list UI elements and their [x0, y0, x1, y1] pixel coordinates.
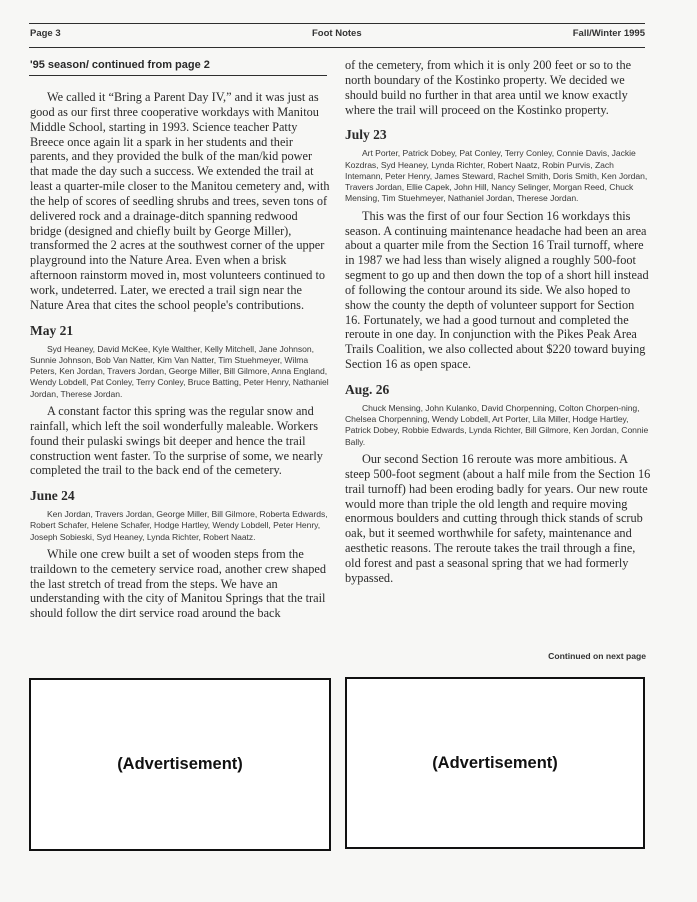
advertisement-box — [345, 677, 645, 849]
header-bottom-rule — [29, 47, 645, 48]
volunteer-names: Ken Jordan, Travers Jordan, George Miller, Bill Gilmore, Roberta Edwards, Robert Schafer, Helene Schafer, Hodge Hartley, Wendy Lobdell, Peter Henry, Joseph Sobieski, Syd Heaney, Lynda Richter, Robert Naatz. — [30, 509, 328, 542]
volunteer-names: Art Porter, Patrick Dobey, Pat Conley, Terry Conley, Connie Davis, Jackie Kozdras, Syd Heaney, Lynda Richter, Robert Naatz, Robin Purvis, Zach Intemann, Peter Henry, James Steward, Rachel Smith, Doris Smith, Ken Jordan, Travers Jordan, Ellie Capek, John Hill, Nancy Selinger, Morgan Reed, Chuck Mensing, Tim Stuehmeyer, Nathaniel Jordan, Therese Jordan. — [345, 148, 648, 204]
continued-note: Continued on next page — [548, 651, 646, 661]
advertisement-label: (Advertisement) — [432, 753, 558, 772]
advertisement-box — [29, 678, 331, 851]
section-heading: May 21 — [30, 322, 74, 338]
right-column — [345, 58, 651, 586]
page-number: Page 3 — [30, 28, 61, 39]
issue-date: Fall/Winter 1995 — [572, 28, 645, 39]
body-paragraph: Our second Section 16 reroute was more ambitious. A steep 500-foot segment (about a half mile from the Section 16 trail turnoff) had been eroding badly for years. Our new route would more than triple the old length and require moving enormous boulders and cutting through thick stands of scrub oak, but it seemed worthwhile for safety, maintenance and aesthetic reasons. The reroute takes the trail through a fine, old forest and past a seasonal spring that we had formerly bypassed. — [345, 452, 651, 585]
left-column — [30, 90, 330, 621]
advertisement-label: (Advertisement) — [117, 755, 243, 773]
section-title-rule — [29, 75, 327, 76]
section-heading: June 24 — [30, 488, 75, 504]
volunteer-names: Syd Heaney, David McKee, Kyle Walther, Kelly Mitchell, Jane Johnson, Sunnie Johnson, Bob Van Natter, Kim Van Natter, Tim Stuehmeyer, Wilma Peters, Ken Jordan, Travers Jordan, George Miller, Bill Gilmore, Anna England, Wendy Lobdell, Pat Conley, Terry Conley, Bruce Batting, Peter Henry, Nathaniel Jordan, Therese Jordan. — [30, 343, 329, 399]
body-paragraph: This was the first of our four Section 16 workdays this season. A continuing maintenance headache had been an area about a quarter mile from the Section 16 Trail turnoff, where in 1987 we had less than wisely aligned a roughly 500-foot segment to go up and then down the top of a short hill instead of following the contour around its side. We also hoped to show the county the depth of volunteer support for Section 16. Fortunately, we had a good turnout and completed the reroute in one day. In conjunction with the Pikes Peak Area Trails Coalition, we also collected about $220 toward buying Section 16 as open space. — [345, 208, 649, 372]
body-paragraph-continued: of the cemetery, from which it is only 200 feet or so to the north boundary of the Kostinko property. We decided we should build no further in that area until we know exactly where the trail will proceed on the Kostinko property. — [345, 58, 632, 117]
newsletter-title: Foot Notes — [312, 28, 362, 39]
volunteer-names: Chuck Mensing, John Kulanko, David Chorpenning, Colton Chorpen-ning, Chelsea Chorpenning, Wendy Lobdell, Art Porter, Lila Miller, Hodge Hartley, Patrick Dobey, Robbie Edwards, Lynda Richter, Bill Gilmore, Ken Jordan, Connie Bally. — [345, 402, 649, 447]
body-paragraph: A constant factor this spring was the regular snow and rainfall, which left the soil wonderfully maleable. Workers found their pulaski swings bit deeper and hence the trail construction went faster. To the surprise of some, we nearly completed the trail to the back end of the cemetery. — [30, 403, 323, 478]
intro-paragraph: We called it “Bring a Parent Day IV,” and it was just as good as our first three cooperative workdays with Manitou Middle School, starting in 1993. Science teacher Patty Breece once again lit a spark in her students and their parents, and they provided the bulk of the man/kid power that made the day such a success. We extended the trail at least a quarter-mile closer to the Manitou cemetery and, with the help of scores of seedling shrubs and trees, seven tons of delivered rock and a drainage-ditch spanning redwood bridge (designed and chiefly built by George Miller), transformed the 2 acres at the southwest corner of the upper playground into the Nature Area. Even when a brisk afternoon rainstorm moved in, most volunteers continued to work, undeterred. Later, we erected a trail sign near the Nature Area that cites the school people's contributions. — [30, 90, 330, 312]
section-title: '95 season/ continued from page 2 — [30, 59, 210, 71]
body-paragraph: While one crew built a set of wooden steps from the traildown to the cemetery service road, another crew shaped the last stretch of tread from the steps. We have an understanding with the city of Manitou Springs that the trail should follow the dirt service road around the back — [30, 546, 327, 621]
section-heading: July 23 — [345, 127, 387, 143]
header-top-rule — [29, 23, 645, 24]
section-heading: Aug. 26 — [345, 381, 390, 397]
